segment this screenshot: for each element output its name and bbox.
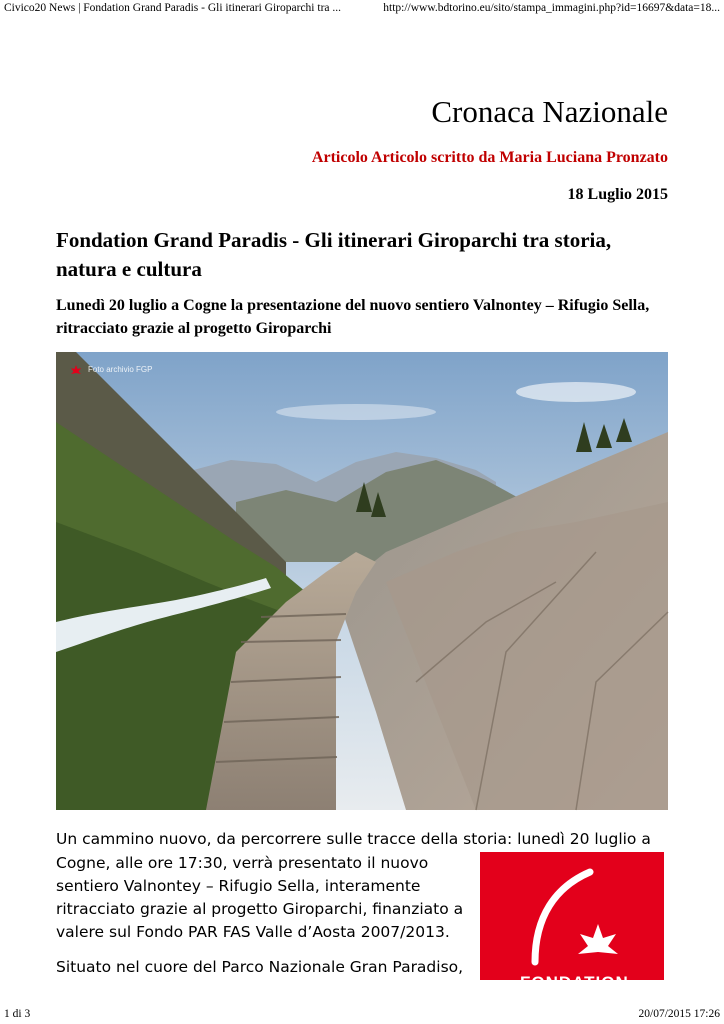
mountain-trail-illustration (56, 352, 668, 810)
fondation-grand-paradis-logo (480, 852, 664, 992)
article-subhead: Lunedì 20 luglio a Cogne la presentazione del nuovo sentiero Valnontey – Rifugio Sella, ritracciato grazie al progetto Giroparchi (56, 297, 650, 337)
article-date: 18 Luglio 2015 (567, 186, 668, 203)
article-headline: Fondation Grand Paradis - Gli itinerari Giroparchi tra storia, natura e cultura (56, 228, 612, 281)
fgp-flower-icon (70, 364, 82, 376)
site-section-title: Cronaca Nazionale (431, 94, 668, 129)
article-photo (56, 352, 668, 810)
photo-credit: Foto archivio FGP (88, 365, 153, 374)
browser-header-url: http://www.bdtorino.eu/sito/stampa_immagini.php?id=16697&data=18... (383, 2, 720, 14)
paragraph-2: Situato nel cuore del Parco Nazionale Gran Paradiso, (56, 958, 464, 976)
browser-header-title: Civico20 News | Fondation Grand Paradis - Gli itinerari Giroparchi tra ... (4, 2, 342, 14)
logo-text: FONDATION (520, 973, 629, 992)
article-byline: Articolo Articolo scritto da Maria Luciana Pronzato (311, 149, 668, 166)
paragraph-1-first-line: Un cammino nuovo, da percorrere sulle tracce della storia: lunedì 20 luglio a (56, 830, 651, 848)
footer-page-number: 1 di 3 (4, 1008, 31, 1020)
footer-datetime: 20/07/2015 17:26 (638, 1008, 720, 1020)
paragraph-1-continued: Cogne, alle ore 17:30, verrà presentato il nuovo sentiero Valnontey – Rifugio Sella, interamente ritracciato grazie al progetto Giroparchi, finanziato a valere sul Fondo PAR FAS Valle d’Aosta 2007/2013. (56, 854, 464, 941)
